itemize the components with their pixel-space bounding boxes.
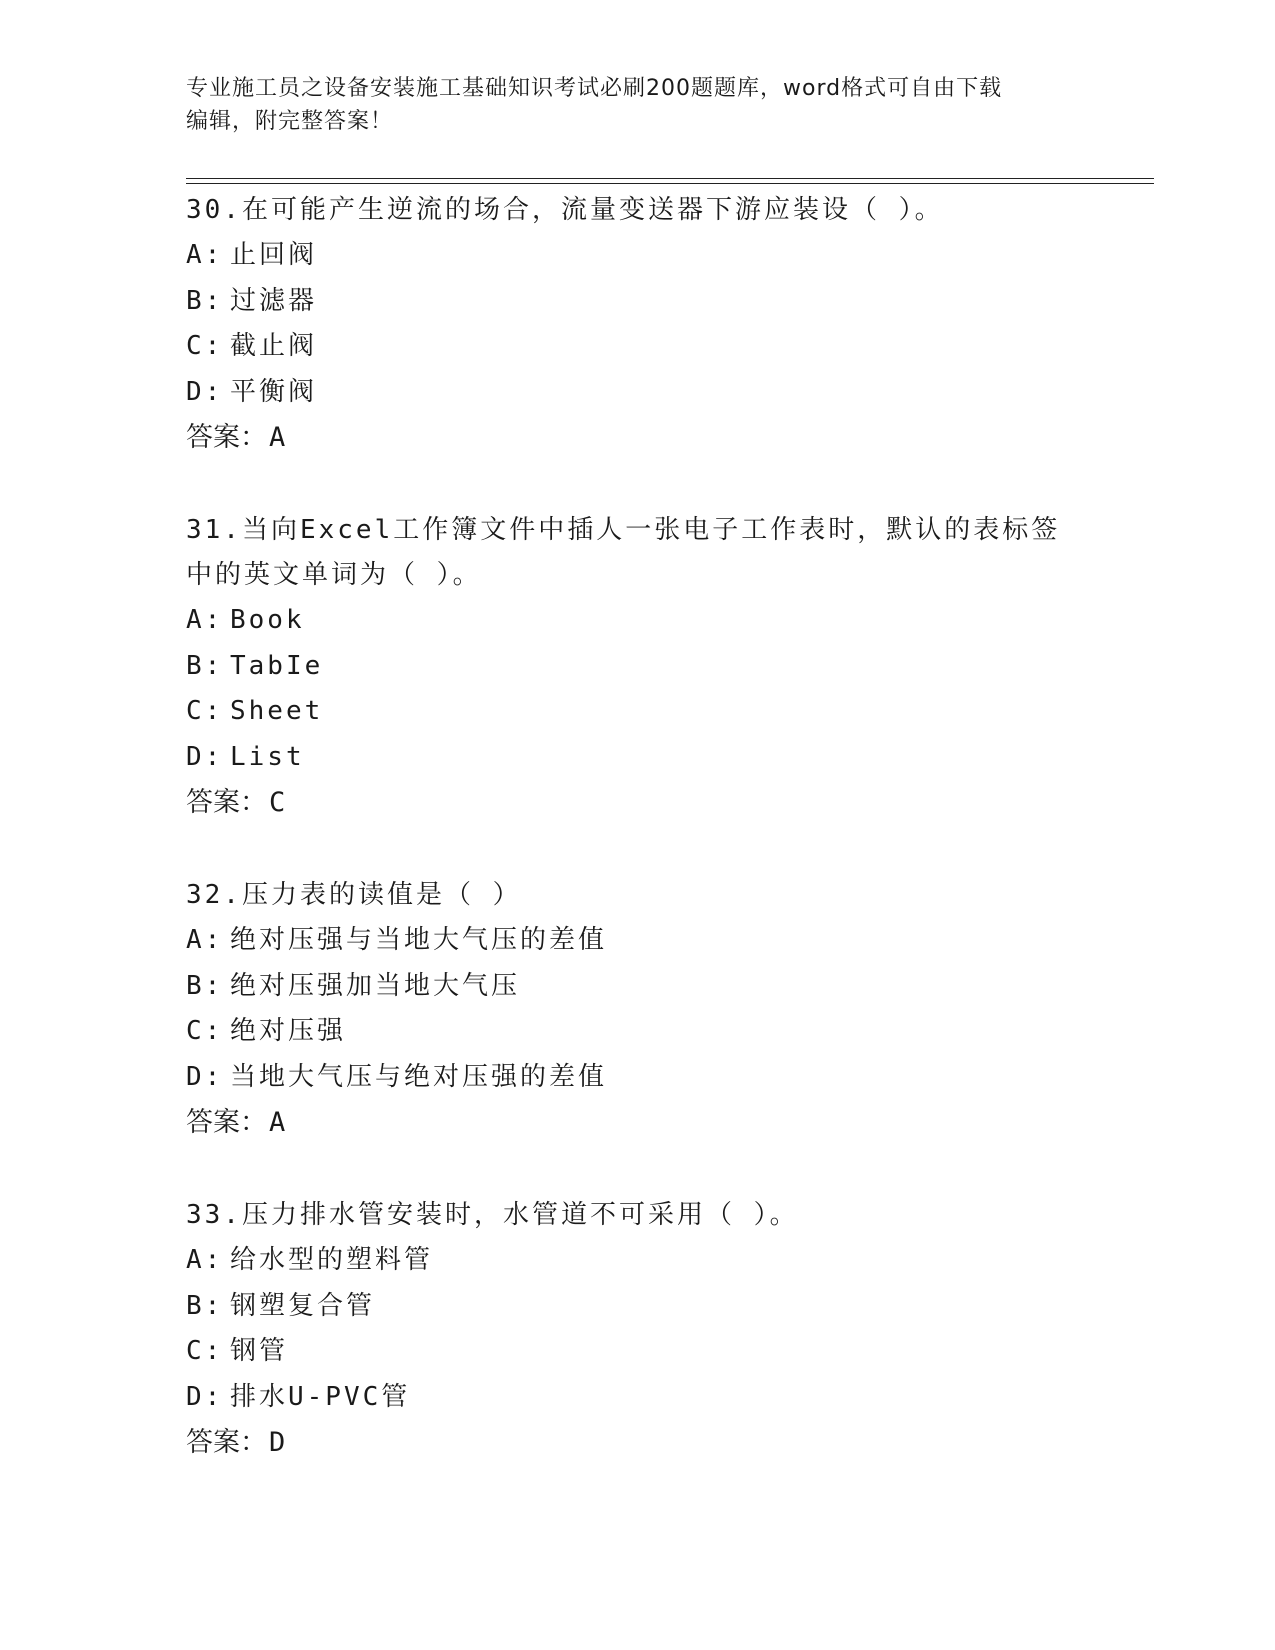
answer-value: C	[269, 787, 286, 818]
option-text: Book	[230, 605, 305, 635]
option-text: 绝对压强与当地大气压的差值	[230, 925, 608, 955]
option-text: 当地大气压与绝对压强的差值	[230, 1061, 608, 1092]
option-text: 钢管	[230, 1336, 289, 1366]
option-letter: B:	[186, 285, 224, 316]
option-letter: A:	[186, 240, 224, 270]
option-c	[186, 689, 1086, 735]
option-d	[186, 1055, 1086, 1101]
option-b	[186, 644, 1086, 690]
option-text: 给水型的塑料管	[230, 1245, 434, 1275]
option-text: TabIe	[230, 650, 324, 681]
option-letter: A:	[186, 605, 224, 635]
option-letter: B:	[186, 1290, 224, 1321]
answer-value: A	[269, 1107, 286, 1138]
option-a	[186, 598, 1086, 644]
option-a	[186, 918, 1086, 964]
option-letter: B:	[186, 650, 224, 681]
option-b	[186, 1284, 1086, 1330]
question-stem: 33.压力排水管安装时，水管道不可采用（ ）。	[186, 1200, 799, 1230]
option-d	[186, 1375, 1086, 1421]
title-divider-top	[186, 178, 1154, 179]
option-c	[186, 324, 1086, 370]
answer-value: A	[269, 422, 286, 453]
option-text: List	[230, 741, 305, 772]
answer-value: D	[269, 1427, 286, 1458]
option-letter: D:	[186, 1061, 224, 1092]
answer-line	[186, 780, 1086, 826]
option-letter: C:	[186, 1016, 224, 1046]
document-title	[186, 72, 1086, 138]
answer-label: 答案：	[186, 787, 267, 818]
option-letter: D:	[186, 1381, 224, 1412]
option-b	[186, 279, 1086, 325]
option-letter: A:	[186, 1245, 224, 1275]
option-letter: A:	[186, 925, 224, 955]
option-text: 截止阀	[230, 331, 318, 361]
option-letter: B:	[186, 970, 224, 1001]
option-d	[186, 735, 1086, 781]
option-text: 排水U-PVC管	[230, 1381, 411, 1412]
title-line-1: 专业施工员之设备安装施工基础知识考试必刷200题题库，word格式可自由下载	[186, 76, 1003, 101]
option-text: 平衡阀	[230, 376, 318, 407]
answer-label: 答案：	[186, 422, 267, 453]
option-text: 过滤器	[230, 285, 318, 316]
option-text: Sheet	[230, 696, 324, 726]
title-line-2: 编辑，附完整答案！	[186, 109, 394, 134]
question-33	[186, 1193, 1086, 1466]
answer-line	[186, 1420, 1086, 1466]
option-text: 绝对压强加当地大气压	[230, 970, 521, 1001]
option-a	[186, 1238, 1086, 1284]
option-letter: D:	[186, 376, 224, 407]
option-c	[186, 1009, 1086, 1055]
answer-line	[186, 415, 1086, 461]
option-d	[186, 370, 1086, 416]
question-30	[186, 188, 1086, 461]
option-c	[186, 1329, 1086, 1375]
title-divider-bottom	[186, 183, 1154, 184]
option-text: 止回阀	[230, 240, 318, 270]
answer-label: 答案：	[186, 1427, 267, 1458]
option-letter: C:	[186, 696, 224, 726]
option-letter: D:	[186, 741, 224, 772]
question-stem: 32.压力表的读值是（ ）	[186, 880, 522, 910]
question-stem: 31.当向Excel工作簿文件中插人一张电子工作表时，默认的表标签中的英文单词为（ ）。	[186, 515, 1061, 590]
option-a	[186, 233, 1086, 279]
option-text: 绝对压强	[230, 1016, 347, 1046]
option-letter: C:	[186, 1336, 224, 1366]
option-text: 钢塑复合管	[230, 1290, 376, 1321]
answer-line	[186, 1100, 1086, 1146]
option-letter: C:	[186, 331, 224, 361]
option-b	[186, 964, 1086, 1010]
answer-label: 答案：	[186, 1107, 267, 1138]
question-31	[186, 508, 1086, 826]
question-32	[186, 873, 1086, 1146]
question-stem: 30.在可能产生逆流的场合，流量变送器下游应装设（ ）。	[186, 195, 944, 225]
